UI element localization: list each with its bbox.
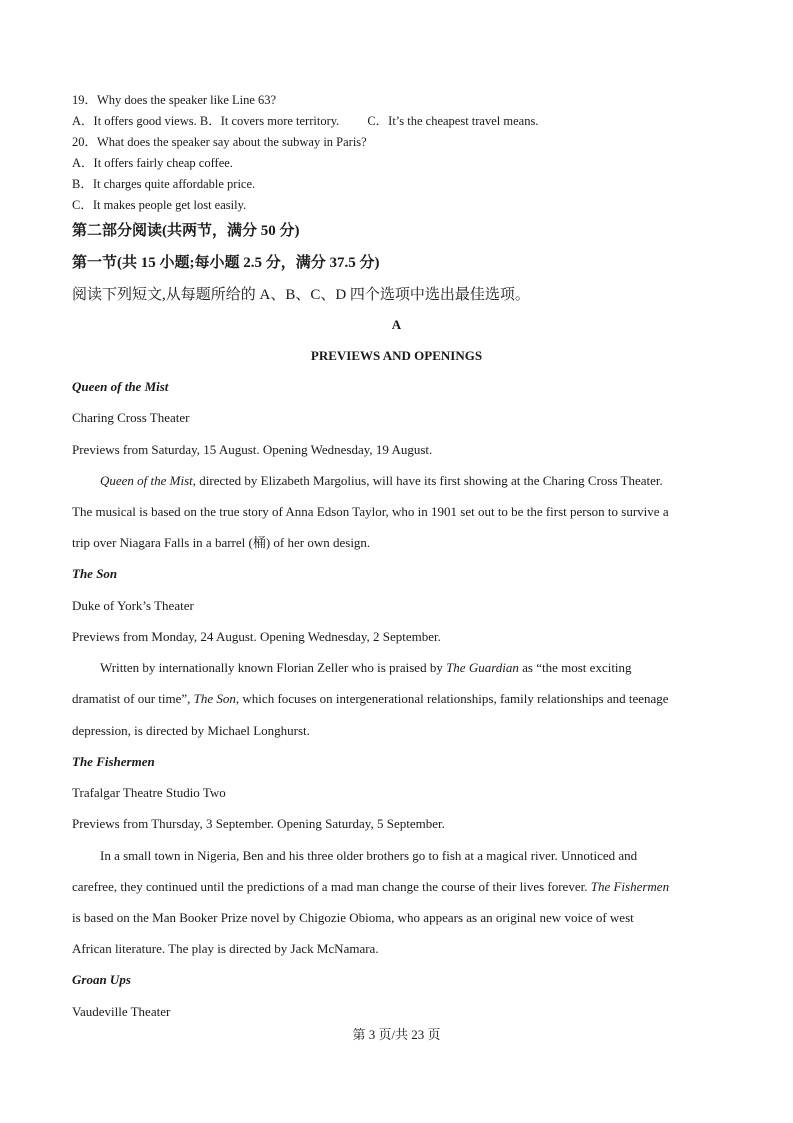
q19-option-c: C．It’s the cheapest travel means. [367, 114, 539, 128]
q20-option-a: A．It offers fairly cheap coffee. [72, 156, 233, 170]
q19-stem: 19．Why does the speaker like Line 63? [72, 93, 277, 107]
q19-option-ab: A．It offers good views. B．It covers more territory. [72, 114, 340, 128]
show-description-line: African literature. The play is directed by Jack McNamara. [72, 941, 379, 956]
show-title: Queen of the Mist [72, 379, 169, 394]
show-description-line [72, 879, 669, 895]
description-text: Written by internationally known Florian Zeller who is praised by [100, 660, 447, 675]
publication-name: The Guardian [446, 660, 519, 675]
show-title-inline: Queen of the Mist [100, 473, 193, 488]
q20-option-b: B．It charges quite affordable price. [72, 177, 256, 191]
show-title: Groan Ups [72, 972, 131, 987]
show-title-inline: The Son [193, 691, 236, 706]
description-text: dramatist of our time”, [72, 691, 194, 706]
show-description-line [100, 473, 663, 489]
show-dates: Previews from Saturday, 15 August. Opening Wednesday, 19 August. [72, 442, 433, 457]
show-venue: Duke of York’s Theater [72, 598, 194, 613]
show-venue: Vaudeville Theater [72, 1004, 171, 1019]
show-dates: Previews from Thursday, 3 September. Opening Saturday, 5 September. [72, 816, 445, 831]
show-venue: Trafalgar Theatre Studio Two [72, 785, 226, 800]
q20-option-c: C．It makes people get lost easily. [72, 198, 247, 212]
section1-heading: 第一节(共 15 小题;每小题 2.5 分，满分 37.5 分) [72, 255, 380, 271]
show-description-line [100, 660, 632, 676]
description-text: , which focuses on intergenerational relationships, family relationships and teenage [235, 691, 669, 706]
passage-title: PREVIEWS AND OPENINGS [310, 348, 483, 363]
description-text: carefree, they continued until the predictions of a mad man change the course of their lives forever. [72, 879, 591, 894]
show-description-line: trip over Niagara Falls in a barrel (桶) of her own design. [72, 535, 371, 550]
show-dates: Previews from Monday, 24 August. Opening Wednesday, 2 September. [72, 629, 441, 644]
show-description-line [72, 691, 669, 707]
show-title: The Son [72, 566, 118, 581]
part2-heading: 第二部分阅读(共两节，满分 50 分) [72, 223, 300, 239]
page-number: 第 3 页/共 23 页 [352, 1027, 441, 1042]
passage-letter: A [391, 317, 402, 332]
q19-options [72, 113, 538, 129]
reading-instruction: 阅读下列短文,从每题所给的 A、B、C、D 四个选项中选出最佳选项。 [72, 287, 530, 303]
show-title-inline: The Fishermen [590, 879, 670, 894]
q20-stem: 20．What does the speaker say about the subway in Paris? [72, 135, 367, 149]
show-venue: Charing Cross Theater [72, 410, 190, 425]
show-description-line: depression, is directed by Michael Longhurst. [72, 723, 310, 738]
show-description-line: The musical is based on the true story of Anna Edson Taylor, who in 1901 set out to be the first person to survive a [72, 504, 669, 519]
description-text: , directed by Elizabeth Margolius, will have its first showing at the Charing Cross Theater. [192, 473, 663, 488]
show-description-line: is based on the Man Booker Prize novel by Chigozie Obioma, who appears as an original new voice of west [72, 910, 634, 925]
show-title: The Fishermen [72, 754, 155, 769]
show-description-line: In a small town in Nigeria, Ben and his three older brothers go to fish at a magical river. Unnoticed and [100, 848, 638, 863]
description-text: as “the most exciting [518, 660, 632, 675]
